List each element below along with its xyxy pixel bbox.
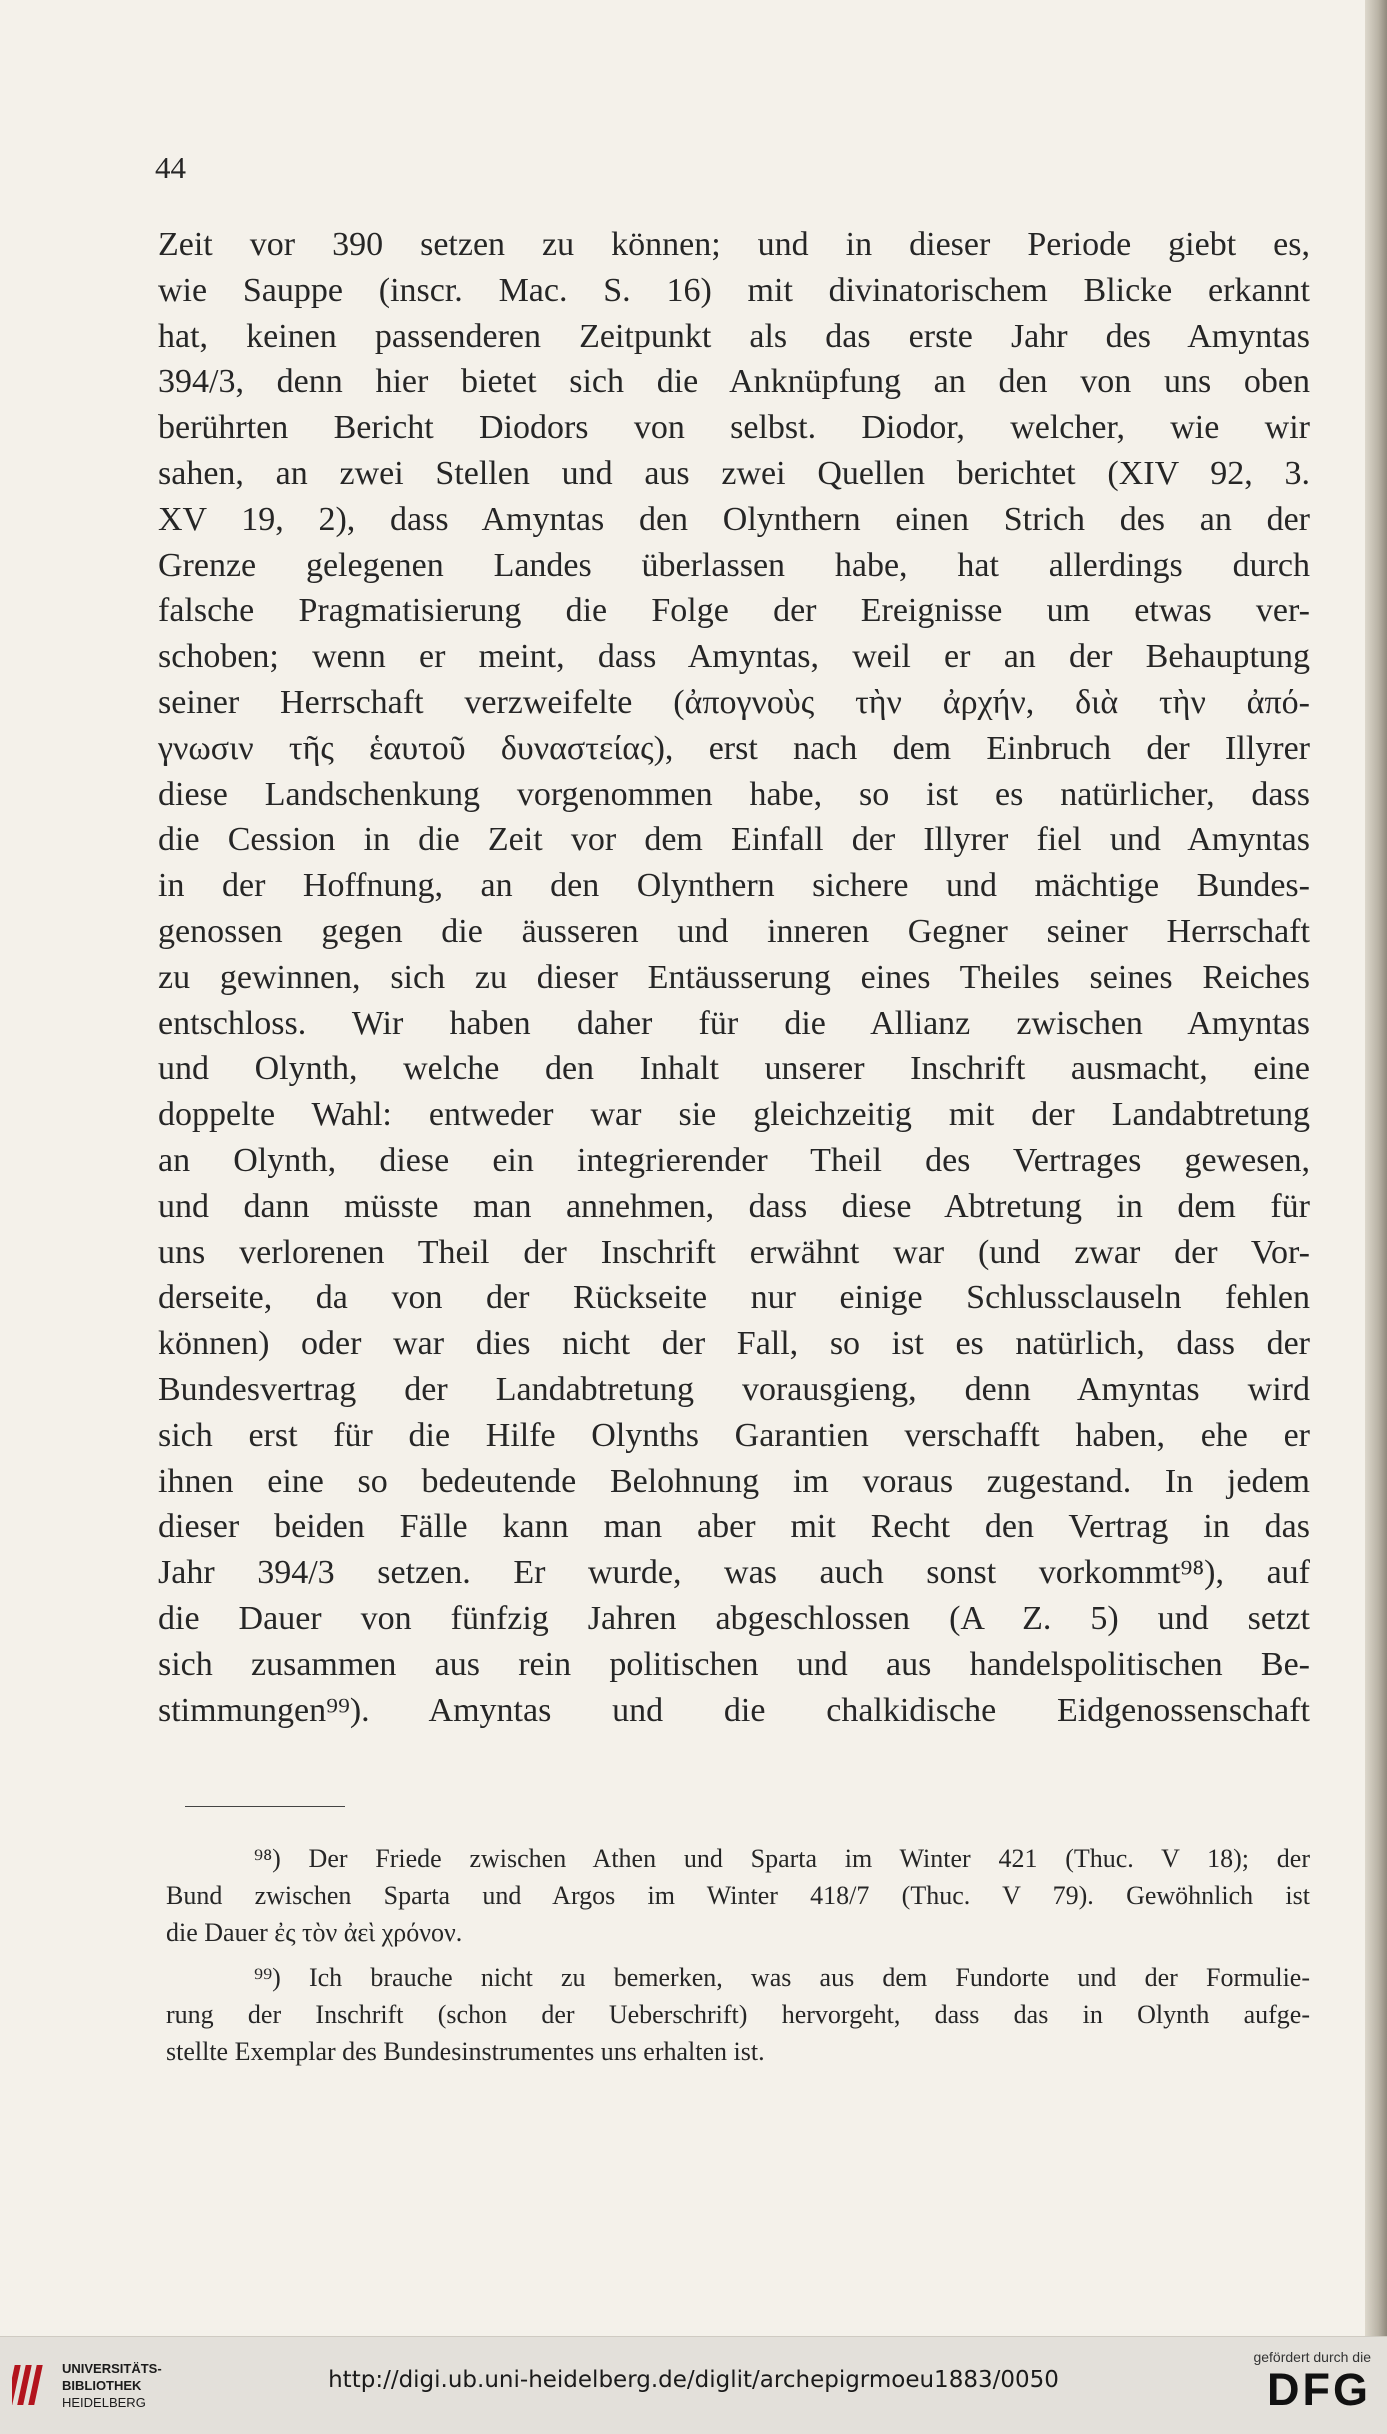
- body-line: 394/3, denn hier bietet sich die Anknüpfung an den von uns oben: [158, 363, 1310, 401]
- footnote-98: [166, 1840, 1310, 1951]
- body-line: und Olynth, welche den Inhalt unserer Inschrift ausmacht, eine: [158, 1050, 1310, 1088]
- body-line: wie Sauppe (inscr. Mac. S. 16) mit divinatorischem Blicke erkannt: [158, 271, 1310, 309]
- library-name-line: HEIDELBERG: [62, 2395, 146, 2410]
- body-line: können) oder war dies nicht der Fall, so ist es natürlich, dass der: [158, 1325, 1310, 1363]
- funded-by-label: gefördert durch die: [1253, 2349, 1371, 2365]
- body-line: derseite, da von der Rückseite nur einige Schlussclauseln fehlen: [158, 1279, 1310, 1317]
- body-text: [158, 222, 1310, 1733]
- page-number: 44: [155, 150, 186, 185]
- body-line: dieser beiden Fälle kann man aber mit Recht den Vertrag in das: [158, 1508, 1310, 1546]
- footnote-line: rung der Inschrift (schon der Ueberschrift) hervorgeht, dass das in Olynth aufge-: [166, 2000, 1310, 2029]
- body-line: falsche Pragmatisierung die Folge der Ereignisse um etwas ver-: [158, 592, 1310, 630]
- footnote-99: [166, 1959, 1310, 2070]
- body-line: in der Hoffnung, an den Olynthern sichere und mächtige Bundes-: [158, 867, 1310, 905]
- body-line: ihnen eine so bedeutende Belohnung im voraus zugestand. In jedem: [158, 1462, 1310, 1500]
- body-line: γνωσιν τῆς ἑαυτοῦ δυναστείας), erst nach dem Einbruch der Illyrer: [158, 729, 1310, 767]
- body-line: Bundesvertrag der Landabtretung vorausgieng, denn Amyntas wird: [158, 1370, 1310, 1408]
- footnote-line: ⁹⁸) Der Friede zwischen Athen und Sparta im Winter 421 (Thuc. V 18); der: [254, 1844, 1310, 1873]
- body-line: sich zusammen aus rein politischen und aus handelspolitischen Be-: [158, 1645, 1310, 1683]
- body-line: hat, keinen passenderen Zeitpunkt als das erste Jahr des Amyntas: [158, 317, 1310, 355]
- body-line: die Cession in die Zeit vor dem Einfall der Illyrer fiel und Amyntas: [158, 821, 1310, 859]
- body-line: XV 19, 2), dass Amyntas den Olynthern einen Strich des an der: [158, 500, 1310, 538]
- body-line: Jahr 394/3 setzen. Er wurde, was auch sonst vorkommt⁹⁸), auf: [158, 1554, 1310, 1592]
- footnotes: [166, 1840, 1310, 2070]
- body-line: die Dauer von fünfzig Jahren abgeschlossen (A Z. 5) und setzt: [158, 1599, 1310, 1637]
- body-line: sich erst für die Hilfe Olynths Garantien verschafft haben, ehe er: [158, 1416, 1310, 1454]
- body-line: berührten Bericht Diodors von selbst. Diodor, welcher, wie wir: [158, 409, 1310, 447]
- body-line: und dann müsste man annehmen, dass diese Abtretung in dem für: [158, 1187, 1310, 1225]
- body-line: diese Landschenkung vorgenommen habe, so ist es natürlicher, dass: [158, 775, 1310, 813]
- viewer-footer: [0, 2336, 1387, 2434]
- page-edge-shadow: [1365, 0, 1387, 2336]
- dfg-logo: DFG: [1267, 2364, 1371, 2415]
- body-line: entschloss. Wir haben daher für die Allianz zwischen Amyntas: [158, 1004, 1310, 1042]
- library-name-line: UNIVERSITÄTS-: [62, 2361, 162, 2376]
- body-line: seiner Herrschaft verzweifelte (ἀπογνοὺς τὴν ἀρχήν, διὰ τὴν ἀπό-: [158, 683, 1310, 721]
- footnote-line: die Dauer ἐς τὸν ἀεὶ χρόνον.: [166, 1918, 463, 1947]
- footnote-line: stellte Exemplar des Bundesinstrumentes uns erhalten ist.: [166, 2037, 765, 2066]
- body-line: schoben; wenn er meint, dass Amyntas, weil er an der Behauptung: [158, 638, 1310, 676]
- footnote-line: Bund zwischen Sparta und Argos im Winter 418/7 (Thuc. V 79). Gewöhnlich ist: [166, 1881, 1310, 1910]
- footnote-divider: [185, 1806, 345, 1807]
- library-name-line: BIBLIOTHEK: [62, 2378, 142, 2393]
- body-line: uns verlorenen Theil der Inschrift erwähnt war (und zwar der Vor-: [158, 1233, 1310, 1271]
- permalink-url[interactable]: http://digi.ub.uni-heidelberg.de/diglit/archepigrmoeu1883/0050: [328, 2367, 1059, 2393]
- body-line: Grenze gelegenen Landes überlassen habe, hat allerdings durch: [158, 546, 1310, 584]
- funding-credit: [1253, 2349, 1371, 2415]
- footnote-line: ⁹⁹) Ich brauche nicht zu bemerken, was aus dem Fundorte und der Formulie-: [254, 1963, 1310, 1992]
- body-line: doppelte Wahl: entweder war sie gleichzeitig mit der Landabtretung: [158, 1096, 1310, 1134]
- body-line: an Olynth, diese ein integrierender Theil des Vertrages gewesen,: [158, 1141, 1310, 1179]
- body-line: stimmungen⁹⁹). Amyntas und die chalkidische Eidgenossenschaft: [158, 1691, 1310, 1729]
- body-line: Zeit vor 390 setzen zu können; und in dieser Periode giebt es,: [158, 226, 1310, 263]
- body-line: sahen, an zwei Stellen und aus zwei Quellen berichtet (XIV 92, 3.: [158, 454, 1310, 492]
- body-line: zu gewinnen, sich zu dieser Entäusserung eines Theiles seines Reiches: [158, 958, 1310, 996]
- body-line: genossen gegen die äusseren und inneren Gegner seiner Herrschaft: [158, 912, 1310, 950]
